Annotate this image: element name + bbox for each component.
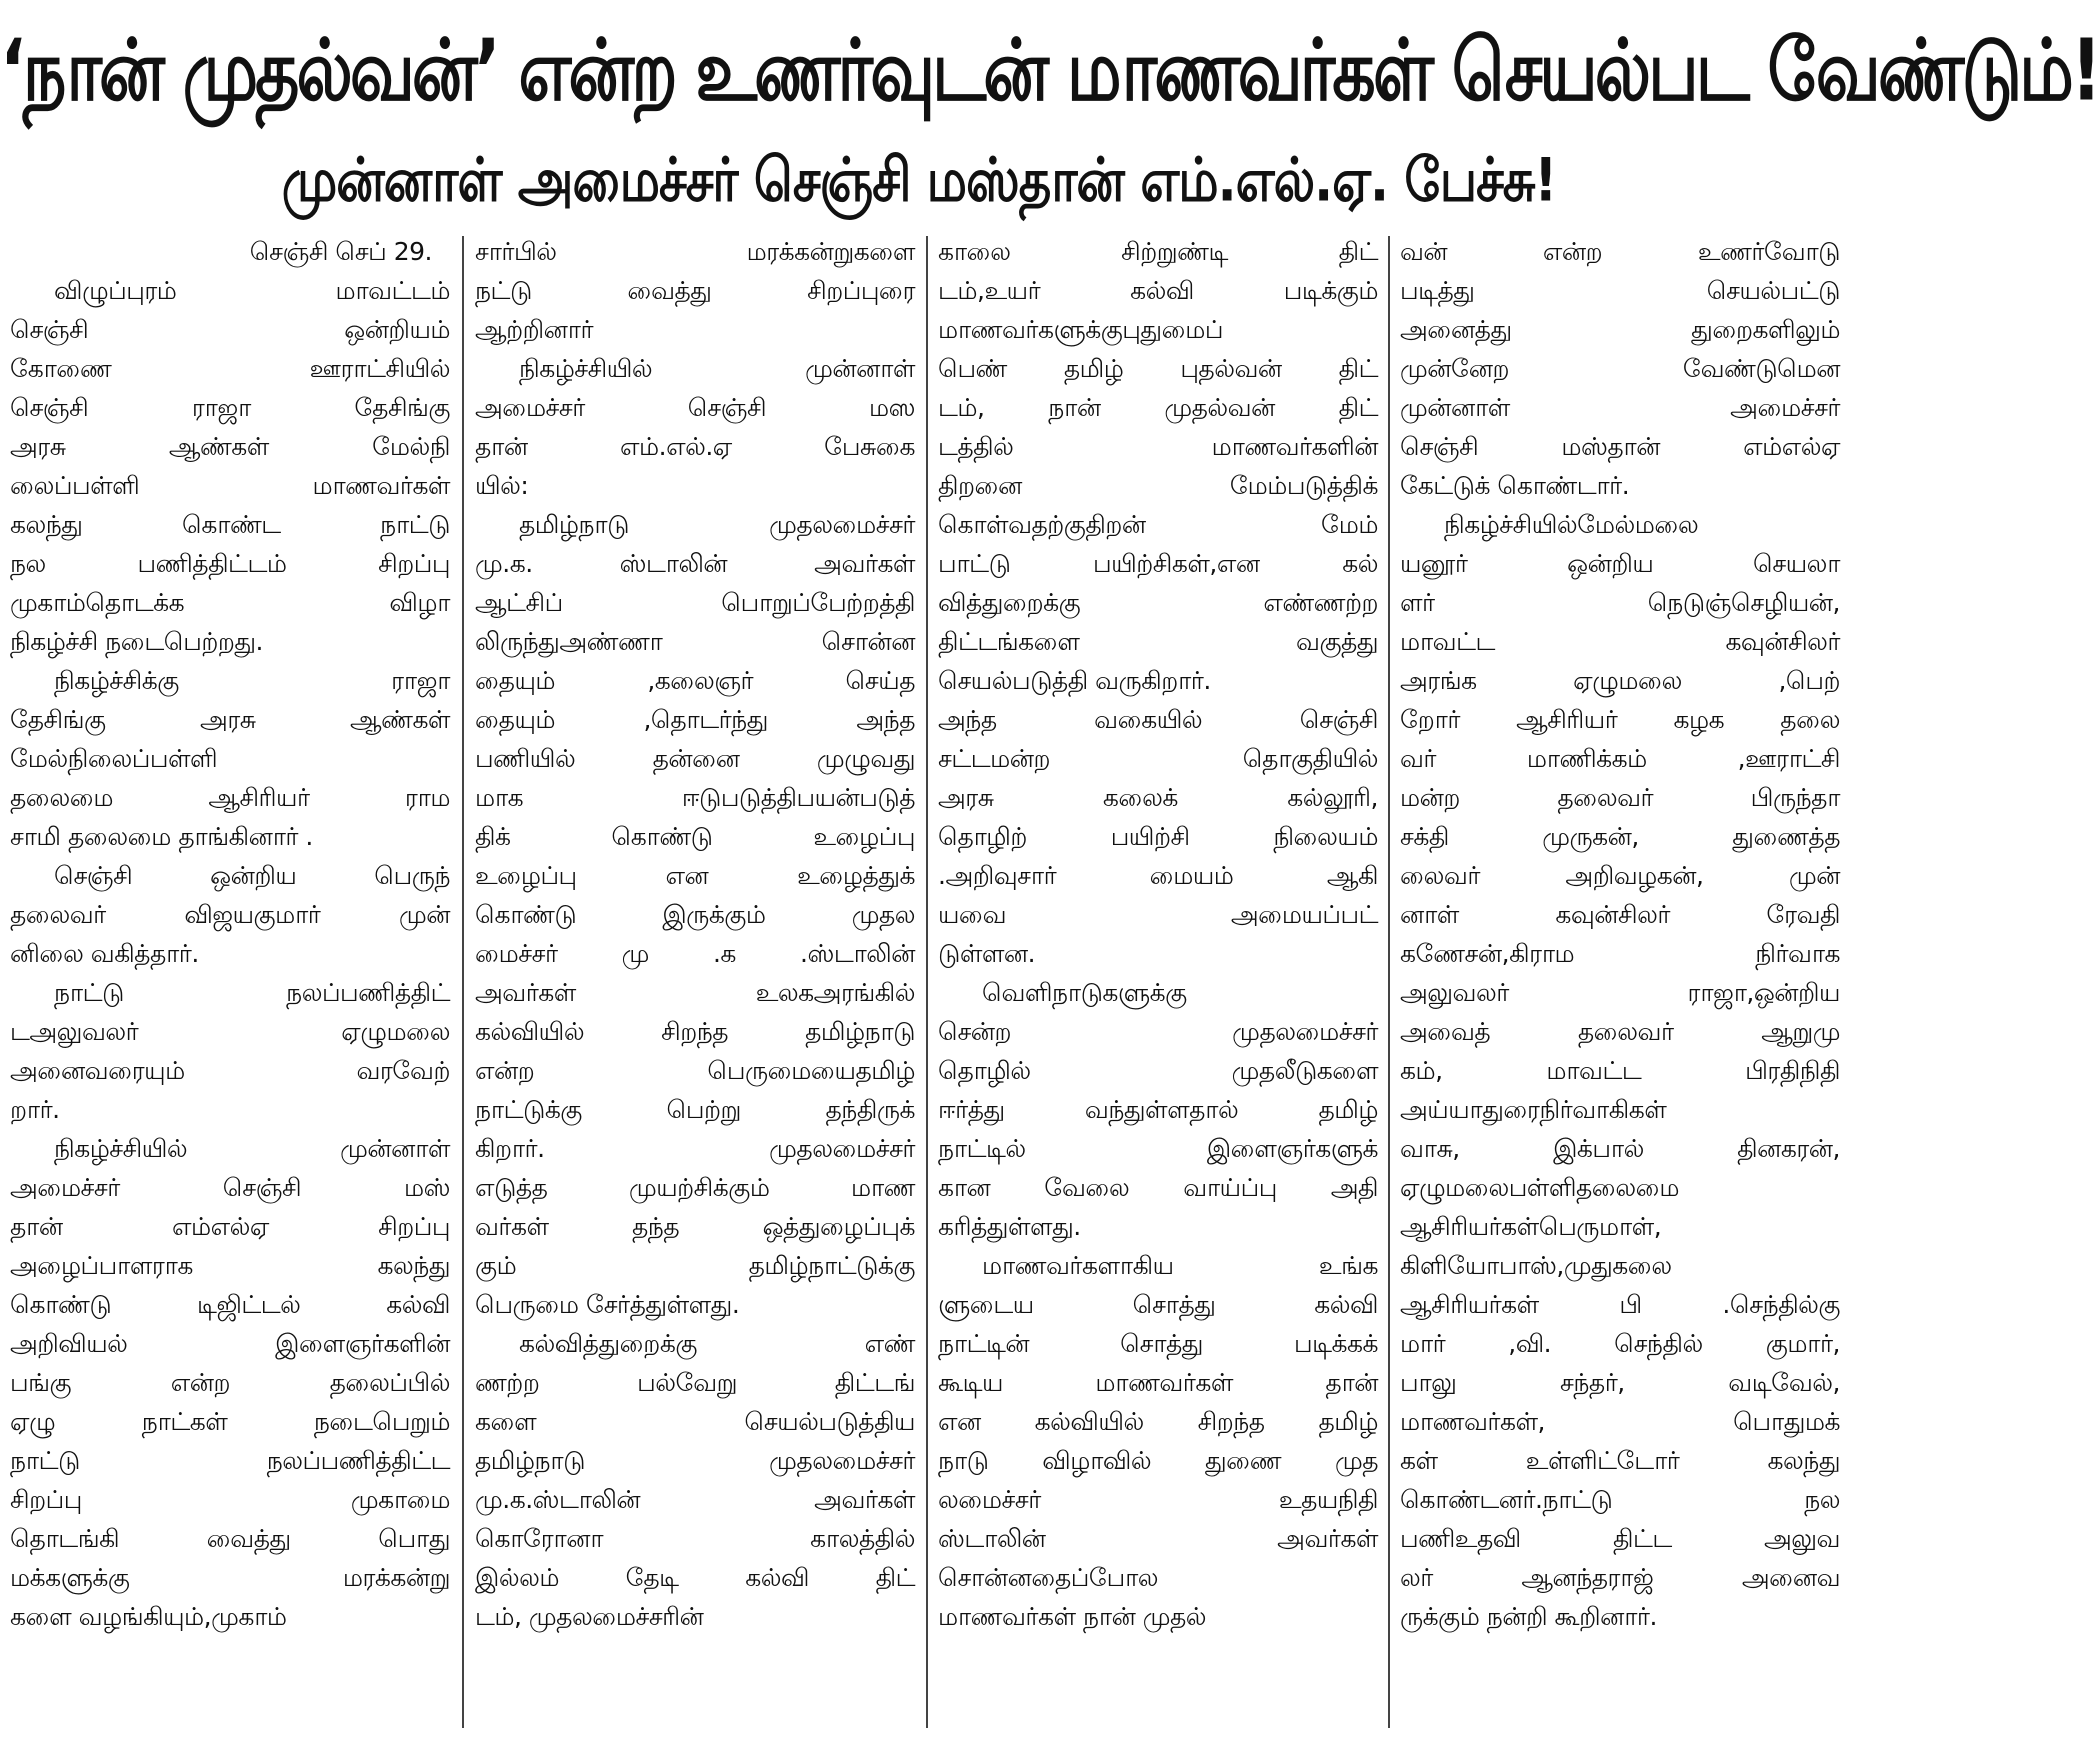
article-line: மாவட்ட கவுன்சிலர்	[1400, 627, 1840, 656]
article-line: ஆசிரியர்கள் பி .செந்தில்கு	[1400, 1290, 1840, 1319]
article-line: மார் ,வி. செந்தில் குமார்,	[1400, 1329, 1840, 1358]
article-line: களை செயல்படுத்திய	[475, 1407, 915, 1436]
article-line: அவர்கள் உலகஅரங்கில்	[475, 978, 915, 1007]
article-line: நாட்டு நலப்பணித்திட்	[54, 978, 450, 1007]
column-divider	[462, 236, 464, 1728]
article-line: மு.க. ஸ்டாலின் அவர்கள்	[475, 549, 915, 578]
article-line: அய்யாதுரைநிர்வாகிகள்	[1400, 1095, 1667, 1124]
article-line: றோர் ஆசிரியர் கழக தலை	[1400, 705, 1840, 734]
article-line: நிகழ்ச்சியில்மேல்மலை	[1444, 510, 1699, 539]
article-line: மாணவர்கள் நான் முதல்	[938, 1602, 1207, 1631]
article-line: தொடங்கி வைத்து பொது	[10, 1524, 450, 1553]
article-line: அனைத்து துறைகளிலும்	[1400, 315, 1840, 344]
article-line: இல்லம் தேடி கல்வி திட்	[475, 1563, 915, 1592]
article-line: லிருந்துஅண்ணா சொன்ன	[475, 627, 915, 656]
article-line: காலை சிற்றுண்டி திட்	[938, 237, 1378, 266]
article-line: செஞ்சி செப் 29.	[249, 237, 432, 266]
article-line: தையும் ,கலைஞர் செய்த	[475, 666, 915, 695]
article-line: ஈர்த்து வந்துள்ளதால் தமிழ்	[938, 1095, 1378, 1124]
article-line: என கல்வியில் சிறந்த தமிழ்	[938, 1407, 1378, 1436]
article-line: சிறப்பு முகாமை	[10, 1485, 450, 1514]
article-line: ஸ்டாலின் அவர்கள்	[938, 1524, 1378, 1553]
article-line: கள் உள்ளிட்டோர் கலந்து	[1400, 1446, 1840, 1475]
article-line: யனூர் ஒன்றிய செயலா	[1400, 549, 1840, 578]
article-line: டஅலுவலர் ஏழுமலை	[10, 1017, 450, 1046]
article-line: எடுத்த முயற்சிக்கும் மாண	[475, 1173, 915, 1202]
article-line: களை வழங்கியும்,முகாம்	[10, 1602, 287, 1631]
article-line: முன்னாள் அமைச்சர்	[1400, 393, 1840, 422]
article-line: கான வேலை வாய்ப்பு அதி	[938, 1173, 1378, 1202]
article-line: யவை அமையப்பட்	[938, 900, 1378, 929]
article-line: கொண்டு டிஜிட்டல் கல்வி	[10, 1290, 450, 1319]
article-line: பணிஉதவி திட்ட அலுவ	[1400, 1524, 1840, 1553]
article-line: கம், மாவட்ட பிரதிநிதி	[1400, 1056, 1840, 1085]
article-line: தேசிங்கு அரசு ஆண்கள்	[10, 705, 450, 734]
article-line: ளர் நெடுஞ்செழியன்,	[1400, 588, 1840, 617]
article-line: கல்வித்துறைக்கு எண்	[519, 1329, 915, 1358]
article-line: திறனை மேம்படுத்திக்	[938, 471, 1378, 500]
article-line: நாட்டுக்கு பெற்று தந்திருக்	[475, 1095, 915, 1124]
article-line: லைப்பள்ளி மாணவர்கள்	[10, 471, 450, 500]
article-line: மு.க.ஸ்டாலின் அவர்கள்	[475, 1485, 915, 1514]
article-line: படித்து செயல்பட்டு	[1400, 276, 1840, 305]
article-line: தொழில் முதலீடுகளை	[938, 1056, 1378, 1085]
article-line: பாலு சந்தர், வடிவேல்,	[1400, 1368, 1840, 1397]
article-line: அவைத் தலைவர் ஆறுமு	[1400, 1017, 1840, 1046]
article-line: அமைச்சர் செஞ்சி மஸ	[475, 393, 915, 422]
article-line: பெண் தமிழ் புதல்வன் திட்	[938, 354, 1378, 383]
article-line: விழுப்புரம் மாவட்டம்	[54, 276, 450, 305]
article-line: தொழிற் பயிற்சி நிலையம்	[938, 822, 1378, 851]
article-line: ருக்கும் நன்றி கூறினார்.	[1400, 1602, 1657, 1631]
article-line: அந்த வகையில் செஞ்சி	[938, 705, 1378, 734]
article-line: மக்களுக்கு மரக்கன்று	[10, 1563, 450, 1592]
article-line: தான் எம்எல்ஏ சிறப்பு	[10, 1212, 450, 1241]
article-line: கணேசன்,கிராம நிர்வாக	[1400, 939, 1840, 968]
article-line: பங்கு என்ற தலைப்பில்	[10, 1368, 450, 1397]
article-line: கிளியோபாஸ்,முதுகலை	[1400, 1251, 1672, 1280]
article-line: கும் தமிழ்நாட்டுக்கு	[475, 1251, 915, 1280]
article-line: அலுவலர் ராஜா,ஒன்றிய	[1400, 978, 1840, 1007]
article-line: நிகழ்ச்சியில் முன்னாள்	[519, 354, 915, 383]
article-line: நல பணித்திட்டம் சிறப்பு	[10, 549, 450, 578]
article-line: முகாம்தொடக்க விழா	[10, 588, 450, 617]
article-line: சக்தி முருகன், துணைத்த	[1400, 822, 1840, 851]
article-line: ஏழுமலைபள்ளிதலைமை	[1400, 1173, 1679, 1202]
article-line: வர்கள் தந்த ஒத்துழைப்புக்	[475, 1212, 915, 1241]
article-line: மன்ற தலைவர் பிருந்தா	[1400, 783, 1840, 812]
article-column-2	[475, 232, 915, 1732]
article-line: வெளிநாடுகளுக்கு	[982, 978, 1187, 1007]
article-line: ஆசிரியர்கள்பெருமாள்,	[1400, 1212, 1662, 1241]
article-line: டம், முதலமைச்சரின்	[475, 1602, 704, 1631]
article-line: .அறிவுசார் மையம் ஆகி	[938, 861, 1378, 890]
article-line: நாடு விழாவில் துணை முத	[938, 1446, 1378, 1475]
article-line: அரங்க ஏழுமலை ,பெற்	[1400, 666, 1840, 695]
article-line: தான் எம்.எல்.ஏ பேசுகை	[475, 432, 915, 461]
article-line: அமைச்சர் செஞ்சி மஸ்	[10, 1173, 450, 1202]
article-line: செஞ்சி மஸ்தான் எம்எல்ஏ	[1400, 432, 1840, 461]
article-line: லர் ஆனந்தராஜ் அனைவ	[1400, 1563, 1840, 1592]
article-line: லமைச்சர் உதயநிதி	[938, 1485, 1378, 1514]
article-line: சொன்னதைப்போல	[938, 1563, 1159, 1592]
article-line: முன்னேற வேண்டுமென	[1400, 354, 1840, 383]
article-line: மாணவர்கள், பொதுமக்	[1400, 1407, 1840, 1436]
article-line: வாசு, இக்பால் தினகரன்,	[1400, 1134, 1840, 1163]
article-line: கோணை ஊராட்சியில்	[10, 354, 450, 383]
article-line: தலைவர் விஜயகுமார் முன்	[10, 900, 450, 929]
article-line: செயல்படுத்தி வருகிறார்.	[938, 666, 1211, 695]
article-line: என்ற பெருமையைதமிழ்	[475, 1056, 915, 1085]
article-line: நாட்டில் இளைஞர்களுக்	[938, 1134, 1378, 1163]
article-line: மேல்நிலைப்பள்ளி	[10, 744, 218, 773]
article-line: தமிழ்நாடு முதலமைச்சர்	[475, 1446, 915, 1475]
article-line: தையும் ,தொடர்ந்து அந்த	[475, 705, 915, 734]
article-line: பெருமை சேர்த்துள்ளது.	[475, 1290, 740, 1319]
column-divider	[926, 236, 928, 1728]
article-line: சார்பில் மரக்கன்றுகளை	[475, 237, 915, 266]
article-line: ஏழு நாட்கள் நடைபெறும்	[10, 1407, 450, 1436]
article-line: திட்டங்களை வகுத்து	[938, 627, 1378, 656]
article-line: திக் கொண்டு உழைப்பு	[475, 822, 915, 851]
article-column-3	[938, 232, 1378, 1732]
article-line: பாட்டு பயிற்சிகள்,என கல்	[938, 549, 1378, 578]
article-line: மாணவர்களாகிய உங்க	[982, 1251, 1378, 1280]
article-line: றார்.	[10, 1095, 60, 1124]
article-line: டத்தில் மாணவர்களின்	[938, 432, 1378, 461]
article-line: நட்டு வைத்து சிறப்புரை	[475, 276, 915, 305]
article-line: வர் மாணிக்கம் ,ஊராட்சி	[1400, 744, 1840, 773]
subheadline: முன்னாள் அமைச்சர் செஞ்சி மஸ்தான் எம்.எல்.ஏ. பேச்சு!	[281, 145, 1557, 215]
article-column-4	[1400, 232, 1840, 1732]
article-line: கொள்வதற்குதிறன் மேம்	[938, 510, 1378, 539]
article-line: தலைமை ஆசிரியர் ராம	[10, 783, 450, 812]
article-line: சட்டமன்ற தொகுதியில்	[938, 744, 1378, 773]
article-line: ஆட்சிப் பொறுப்பேற்றத்தி	[475, 588, 915, 617]
article-line: அனைவரையும் வரவேற்	[10, 1056, 450, 1085]
article-line: அறிவியல் இளைஞர்களின்	[10, 1329, 450, 1358]
article-line: ஆற்றினார்	[475, 315, 594, 344]
article-column-1	[10, 232, 450, 1732]
article-line: மாணவர்களுக்குபுதுமைப்	[938, 315, 1223, 344]
article-line: கொண்டு இருக்கும் முதல	[475, 900, 915, 929]
article-line: தமிழ்நாடு முதலமைச்சர்	[519, 510, 915, 539]
article-line: மைச்சர் மு .க .ஸ்டாலின்	[475, 939, 915, 968]
article-line: கிறார். முதலமைச்சர்	[475, 1134, 915, 1163]
article-line: டம், நான் முதல்வன் திட்	[938, 393, 1378, 422]
article-line: நிகழ்ச்சியில் முன்னாள்	[54, 1134, 450, 1163]
article-line: நிகழ்ச்சிக்கு ராஜா	[54, 666, 450, 695]
article-line: கரித்துள்ளது.	[938, 1212, 1081, 1241]
article-line: டுள்ளன.	[938, 939, 1036, 968]
article-line: நிகழ்ச்சி நடைபெற்றது.	[10, 627, 263, 656]
article-line: மாக ஈடுபடுத்திபயன்படுத்	[475, 783, 915, 812]
article-line: செஞ்சி ஒன்றியம்	[10, 315, 450, 344]
article-line: செஞ்சி ராஜா தேசிங்கு	[10, 393, 450, 422]
article-line: உழைப்பு என உழைத்துக்	[475, 861, 915, 890]
headline: ‘நான் முதல்வன்’ என்ற உணர்வுடன் மாணவர்கள் செயல்பட வேண்டும்!	[0, 22, 2099, 121]
article-line: லைவர் அறிவழகன், முன்	[1400, 861, 1840, 890]
article-line: வித்துறைக்கு எண்ணற்ற	[938, 588, 1378, 617]
article-line: டம்,உயர் கல்வி படிக்கும்	[938, 276, 1378, 305]
article-line: செஞ்சி ஒன்றிய பெருந்	[54, 861, 450, 890]
article-line: வன் என்ற உணர்வோடு	[1400, 237, 1840, 266]
article-line: கூடிய மாணவர்கள் தான்	[938, 1368, 1378, 1397]
article-line: நாட்டு நலப்பணித்திட்ட	[10, 1446, 450, 1475]
article-line: சாமி தலைமை தாங்கினார் .	[10, 822, 313, 851]
article-line: கொரோனா காலத்தில்	[475, 1524, 915, 1553]
article-line: ளுடைய சொத்து கல்வி	[938, 1290, 1378, 1319]
article-line: யில்:	[475, 471, 529, 500]
article-line: கொண்டனர்.நாட்டு நல	[1400, 1485, 1840, 1514]
article-line: சென்ற முதலமைச்சர்	[938, 1017, 1378, 1046]
article-line: னாள் கவுன்சிலர் ரேவதி	[1400, 900, 1840, 929]
article-line: கேட்டுக் கொண்டார்.	[1400, 471, 1630, 500]
article-line: நாட்டின் சொத்து படிக்கக்	[938, 1329, 1378, 1358]
article-line: னிலை வகித்தார்.	[10, 939, 199, 968]
article-line: ணற்ற பல்வேறு திட்டங்	[475, 1368, 915, 1397]
article-line: அரசு கலைக் கல்லூரி,	[938, 783, 1378, 812]
article-line: பணியில் தன்னை முழுவது	[475, 744, 915, 773]
article-line: கல்வியில் சிறந்த தமிழ்நாடு	[475, 1017, 915, 1046]
article-line: அழைப்பாளராக கலந்து	[10, 1251, 450, 1280]
column-divider	[1388, 236, 1390, 1728]
article-line: அரசு ஆண்கள் மேல்நி	[10, 432, 450, 461]
article-line: கலந்து கொண்ட நாட்டு	[10, 510, 450, 539]
